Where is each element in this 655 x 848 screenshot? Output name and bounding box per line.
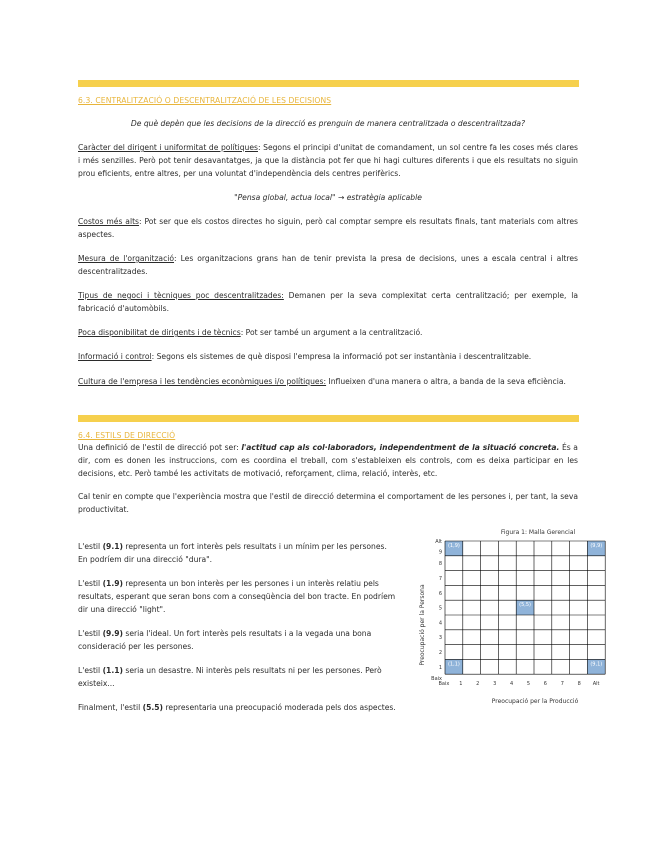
- term: Informació i control: [78, 352, 152, 361]
- text: representaria una preocupació moderada pels dos aspectes.: [163, 703, 396, 712]
- chart-y-axis-label: Preocupació per la Persona: [419, 584, 426, 666]
- cell-label: (9,9): [590, 543, 603, 549]
- style-code: (1.1): [102, 666, 123, 675]
- term: Mesura de l'organització: [78, 254, 175, 263]
- text: : Pot ser també un argument a la centralització.: [240, 328, 423, 337]
- emphasis: l'actitud cap als col·laboradors, independentment de la situació concreta.: [241, 443, 560, 452]
- paragraph-style-definition: [78, 441, 578, 480]
- text: : Segons els sistemes de què disposi l'empresa la informació pot ser instantània i descentralitzable.: [151, 352, 532, 361]
- x-tick-label: 8: [577, 681, 581, 688]
- y-tick-label: Baix: [431, 676, 442, 683]
- text: Influeixen d'una manera o altra, a banda de la seva eficiència.: [326, 377, 566, 386]
- paragraph-business-type: [78, 289, 578, 315]
- style-code: (9.9): [102, 629, 123, 638]
- text: L'estil: [78, 579, 103, 588]
- term: Poca disponibilitat de dirigents i de tècnics: [78, 328, 241, 337]
- paragraph-manager-availability: [78, 326, 578, 339]
- text: : Segons el principi d'unitat de comandament, un sol centre fa les coses més clares i més senzilles. Però pot tenir desavantatges, ja que la distància pot fer que hi hagi cultures diferents i que els resultats no siguin prou eficients, entre altres, per una voluntat d'independència dels centres perifèrics.: [78, 143, 578, 178]
- text: Una definició de l'estil de direcció pot ser:: [78, 443, 242, 452]
- term: Tipus de negoci i tècniques poc descentralitzades:: [78, 291, 284, 300]
- style-1-1: [78, 664, 398, 690]
- style-5-5: [78, 701, 398, 714]
- cell-label: (9,1): [590, 661, 603, 668]
- text: : Pot ser que els costos directes ho siguin, però cal comptar sempre els resultats finals, tant materials com altres aspectes.: [78, 217, 578, 239]
- y-tick-label: 6: [438, 590, 442, 597]
- y-tick-label: 1: [438, 664, 442, 671]
- term: Costos més alts: [78, 217, 140, 226]
- section-divider-63: [78, 80, 579, 87]
- paragraph-leader-character: [78, 141, 578, 180]
- text: : Les organitzacions grans han de tenir prevista la presa de decisions, unes a escala central i altres descentralitzades.: [78, 254, 578, 276]
- term: Cultura de l'empresa i les tendències econòmiques i/o polítiques:: [78, 377, 327, 386]
- text: representa un bon interès per les persones i un interès relatiu pels resultats, esperant que seran bons com a conseqüència del bon tracte. En podríem dir una direcció "light".: [78, 579, 396, 614]
- style-1-9: [78, 577, 398, 616]
- y-tick-label: 8: [438, 561, 442, 568]
- term: Caràcter del dirigent i uniformitat de polítiques: [78, 143, 258, 152]
- guiding-question: De què depèn que les decisions de la direcció es prenguin de manera centralitzada o descentralitzada?: [130, 119, 526, 128]
- y-tick-label: 7: [438, 576, 442, 582]
- style-9-9: [78, 627, 398, 653]
- text: seria l'ideal. Un fort interès pels resultats i a la vegada una bona consideració per les persones.: [78, 629, 372, 651]
- chart-title: Figura 1: Malla Gerencial: [500, 529, 576, 536]
- style-9-1: [78, 540, 398, 566]
- text: representa un fort interès pels resultats i un mínim per les persones. En podríem dir una direcció "dura".: [78, 542, 387, 564]
- text: seria un desastre. Ni interès pels resultats ni per les persones. Però existeix...: [78, 666, 382, 688]
- y-tick-label: 2: [438, 650, 442, 656]
- y-tick-label: 9: [438, 549, 442, 556]
- y-tick-label: 5: [438, 605, 442, 612]
- x-tick-label: Baix: [438, 681, 450, 688]
- text: Demanen per la seva complexitat certa centralització; per exemple, la fabricació d'automòbils.: [78, 291, 578, 313]
- x-tick-label: 7: [560, 681, 564, 688]
- x-tick-label: 4: [509, 681, 514, 688]
- x-tick-label: 6: [543, 681, 547, 688]
- cell-label: (1,1): [447, 661, 460, 668]
- paragraph-information-control: [78, 350, 578, 363]
- text: L'estil: [78, 666, 103, 675]
- style-code: (9.1): [102, 542, 123, 551]
- x-tick-label: 2: [476, 681, 480, 688]
- x-tick-label: Alt: [592, 681, 600, 688]
- paragraph-higher-costs: [78, 215, 578, 241]
- managerial-grid-svg: [415, 525, 635, 710]
- paragraph-organization-size: [78, 252, 578, 278]
- style-code: (5.5): [142, 703, 164, 712]
- text: És a dir, com es donen les instruccions, com es coordina el treball, com s'estableixen els controls, com es deixa participar en les decisions, etc. Però també les activitats de motivació, reforçament, clima, relació, interès, etc.: [78, 443, 578, 478]
- quote-line: "Pensa global, actua local" → estratègia aplicable: [234, 193, 422, 202]
- text: L'estil: [78, 629, 103, 638]
- y-tick-label: 3: [438, 635, 442, 642]
- x-tick-label: 3: [493, 681, 497, 688]
- x-tick-label: 5: [526, 681, 531, 688]
- style-code: (1.9): [102, 579, 123, 588]
- cell-label: (1,9): [447, 543, 460, 549]
- x-tick-label: 1: [459, 681, 463, 688]
- paragraph-productivity: Cal tenir en compte que l'experiència mostra que l'estil de direcció determina el comportament de les persones i, per tant, la seva productivitat.: [78, 492, 578, 514]
- cell-label: (5,5): [519, 602, 532, 609]
- y-tick-label: Alt: [435, 539, 442, 545]
- y-tick-label: 4: [438, 620, 442, 627]
- section-heading-64: 6.4. ESTILS DE DIRECCIÓ: [78, 431, 176, 440]
- text: L'estil: [78, 542, 103, 551]
- text: Finalment, l'estil: [78, 703, 143, 712]
- managerial-grid-chart: [415, 525, 635, 710]
- paragraph-company-culture: [78, 375, 578, 388]
- section-heading-63: 6.3. CENTRALITZACIÓ O DESCENTRALITZACIÓ DE LES DECISIONS: [78, 96, 332, 105]
- section-divider-64: [78, 415, 579, 422]
- chart-x-axis-label: Preocupació per la Producció: [491, 698, 579, 705]
